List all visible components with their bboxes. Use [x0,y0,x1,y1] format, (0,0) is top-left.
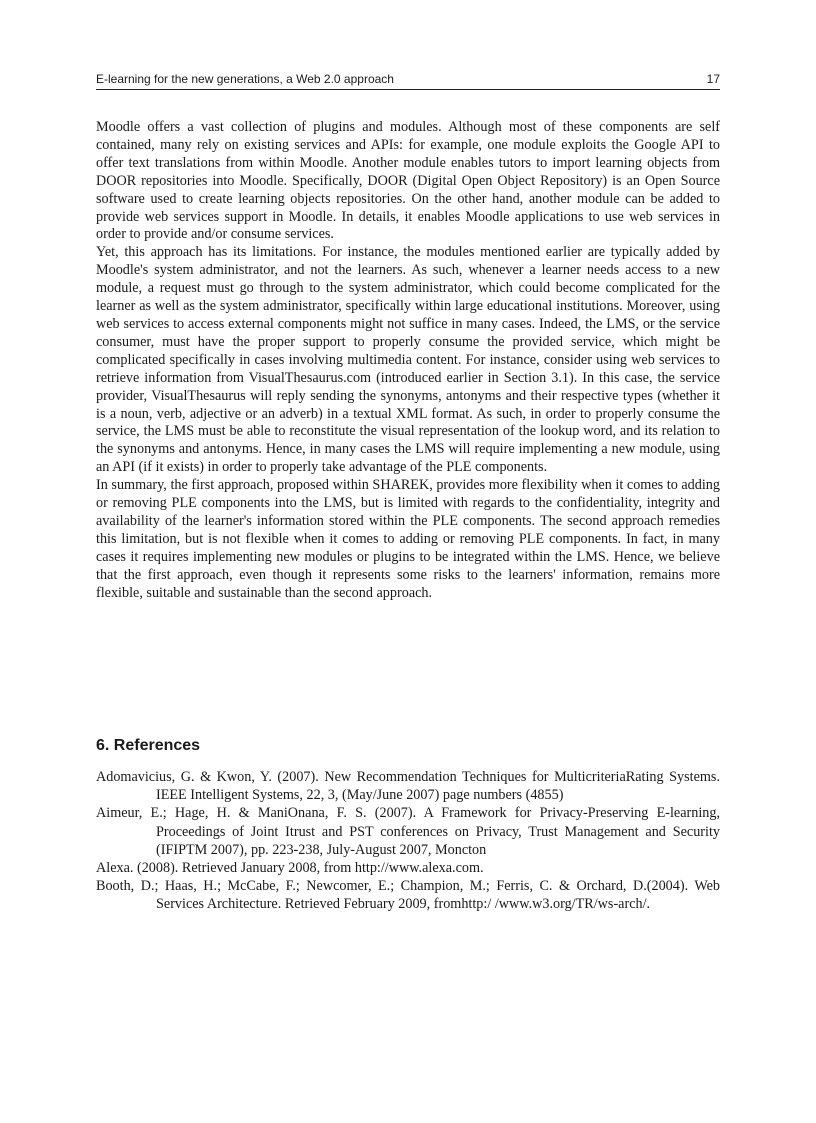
paragraph: Moodle offers a vast collection of plugins and modules. Although most of these components are self contained, many rely on existing services and APIs: for example, one module exploits the Google API to offer text translations from within Moodle. Another module enables tutors to import learning objects from DOOR repositories into Moodle. Specifically, DOOR (Digital Open Object Repository) is an Open Source software used to create learning objects repositories. On the other hand, another module can be added to provide web services support in Moodle. In details, it enables Moodle applications to use web services in order to provide and/or consume services. [96,119,720,243]
running-header-title: E-learning for the new generations, a Web 2.0 approach [96,72,394,86]
body-text [96,119,720,602]
running-header [96,69,720,90]
paragraph: In summary, the first approach, proposed within SHAREK, provides more flexibility when it comes to adding or removing PLE components into the LMS, but is limited with regards to the confidentiality, integrity and availability of the learner's information stored within the PLE components. The second approach remedies this limitation, but is not flexible when it comes to adding or removing PLE components. In fact, in many cases it requires implementing new modules or plugins to be integrated within the LMS. Hence, we believe that the first approach, even though it represents some risks to the learners' information, remains more flexible, suitable and sustainable than the second approach. [96,477,720,601]
reference-entry: Booth, D.; Haas, H.; McCabe, F.; Newcomer, E.; Champion, M.; Ferris, C. & Orchard, D.(2004). Web Services Architecture. Retrieved February 2009, fromhttp:/ /www.w3.org/TR/ws-arch/. [96,878,720,913]
reference-entry: Aimeur, E.; Hage, H. & ManiOnana, F. S. (2007). A Framework for Privacy-Preserving E-learning, Proceedings of Joint Itrust and PST conferences on Privacy, Trust Management and Security (IFIPTM 2007), pp. 223-238, July-August 2007, Moncton [96,805,720,858]
reference-entry: Alexa. (2008). Retrieved January 2008, from http://www.alexa.com. [96,860,484,877]
paragraph: Yet, this approach has its limitations. For instance, the modules mentioned earlier are typically added by Moodle's system administrator, and not the learners. As such, whenever a learner needs access to a new module, a request must go through to the system administrator, which could become complicated for the learner as well as the system administrator, specifically within large educational institutions. Moreover, using web services to access external components might not suffice in many cases. Indeed, the LMS, or the service consumer, must have the proper support to properly consume the provided service, which might be complicated specifically in cases involving multimedia content. For instance, consider using web services to retrieve information from VisualThesaurus.com (introduced earlier in Section 3.1). In this case, the service provider, VisualThesaurus will reply sending the synonyms, antonyms and their respective types (whether it is a noun, verb, adjective or an adverb) in a textual XML format. As such, in order to properly consume the service, the LMS must be able to reconstitute the visual representation of the lookup word, and its relation to the synonyms and antonyms. Hence, in many cases the LMS will require implementing a new module, using an API (if it exists) in order to properly take advantage of the PLE components. [96,244,720,476]
references-heading: 6. References [96,737,201,754]
references-list [96,768,720,914]
reference-entry: Adomavicius, G. & Kwon, Y. (2007). New Recommendation Techniques for MulticriteriaRating Systems. IEEE Intelligent Systems, 22, 3, (May/June 2007) page numbers (4855) [96,769,720,804]
page-number: 17 [706,72,720,86]
